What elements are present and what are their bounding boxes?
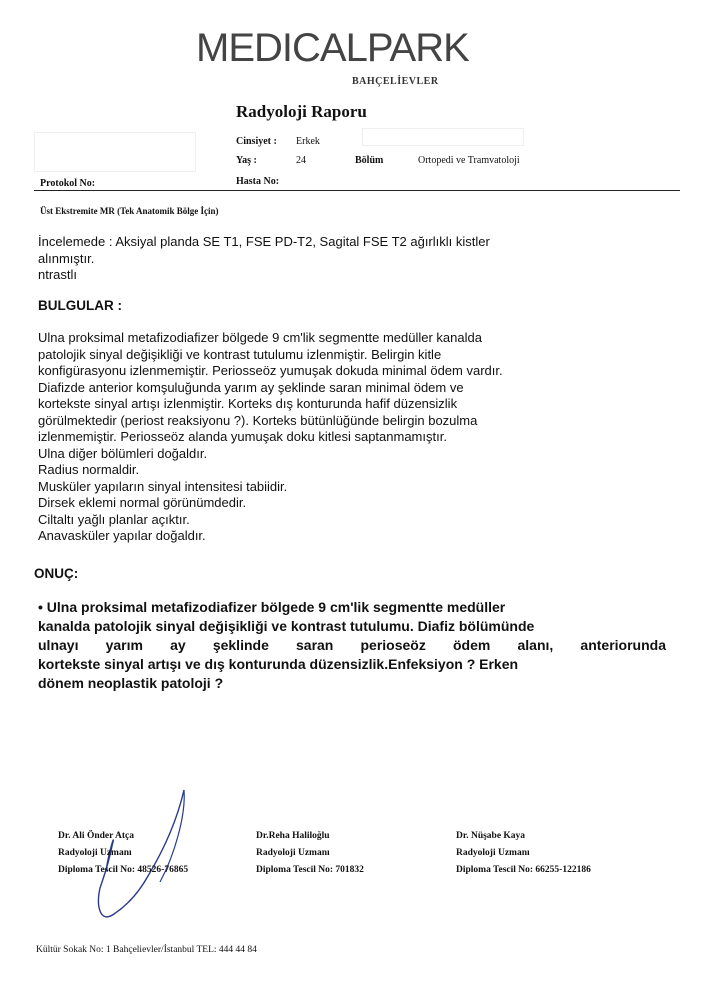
findings-line: Radius normaldir. bbox=[38, 462, 140, 477]
gender-label: Cinsiyet : bbox=[236, 136, 277, 147]
conclusion-text bbox=[38, 598, 666, 693]
findings-line: Musküler yapıların sinyal intensitesi tabiidir. bbox=[38, 478, 288, 494]
findings-line: konfigürasyonu izlenmemiştir. Periosseöz yumuşak dokuda minimal ödem vardır. bbox=[38, 363, 503, 378]
hospital-logo: MEDICALPARK bbox=[196, 26, 469, 70]
findings-line: patolojik sinyal değişikliği ve kontrast tutulumu izlenmiştir. Belirgin kitle bbox=[38, 346, 442, 362]
conclusion-line: dönem neoplastik patoloji ? bbox=[38, 675, 224, 691]
findings-line: Dirsek eklemi normal görünümdedir. bbox=[38, 495, 247, 510]
age-value: 24 bbox=[296, 155, 306, 166]
conclusion-heading: ONUÇ: bbox=[34, 566, 79, 581]
doctor-diploma: Diploma Tescil No: 701832 bbox=[256, 865, 364, 875]
gender-value: Erkek bbox=[296, 136, 320, 147]
age-label: Yaş : bbox=[236, 155, 257, 166]
doctor-3 bbox=[456, 828, 591, 879]
doctor-name: Dr. Ali Önder Atça bbox=[58, 831, 135, 841]
doctor-title: Radyoloji Uzmanı bbox=[456, 848, 530, 858]
findings-line: Ulna diğer bölümleri doğaldır. bbox=[38, 445, 208, 461]
doctor-title: Radyoloji Uzmanı bbox=[58, 848, 132, 858]
exam-title: Üst Ekstremite MR (Tek Anatomik Bölge İçin) bbox=[40, 206, 219, 216]
redacted-info bbox=[362, 128, 524, 146]
findings-line: Ciltaltı yağlı planlar açıktır. bbox=[38, 511, 190, 527]
conclusion-line: • Ulna proksimal metafizodiafizer bölgede 9 cm'lik segmentte medüller bbox=[38, 599, 506, 615]
department-label: Bölüm bbox=[355, 155, 384, 166]
hospital-branch: BAHÇELİEVLER bbox=[352, 76, 439, 87]
doctor-name: Dr. Nüşabe Kaya bbox=[456, 831, 526, 841]
technique-line: ntrastlı bbox=[38, 267, 78, 282]
conclusion-line: ulnayı yarım ay şeklinde saran perioseöz ödem alanı, anteriorunda bbox=[38, 637, 666, 653]
doctor-1 bbox=[58, 828, 188, 879]
patient-no-label: Hasta No: bbox=[236, 176, 280, 187]
findings-list bbox=[38, 330, 678, 545]
redacted-name bbox=[34, 132, 196, 172]
doctor-title: Radyoloji Uzmanı bbox=[256, 848, 330, 858]
technique-line: alınmıştır. bbox=[38, 250, 95, 266]
conclusion-line: kortekste sinyal artışı ve dış konturunda düzensizlik.Enfeksiyon ? Erken bbox=[38, 656, 519, 672]
protocol-label: Protokol No: bbox=[40, 178, 96, 189]
footer-address: Kültür Sokak No: 1 Bahçelievler/İstanbul TEL: 444 44 84 bbox=[36, 945, 257, 955]
findings-line: Ulna proksimal metafizodiafizer bölgede 9 cm'lik segmentte medüller kanalda bbox=[38, 330, 482, 345]
conclusion-line: kanalda patolojik sinyal değişikliği ve kontrast tutulumu. Diafiz bölümünde bbox=[38, 618, 535, 634]
findings-line: izlenmemiştir. Periosseöz alanda yumuşak doku kitlesi saptanmamıştır. bbox=[38, 429, 447, 444]
doctor-diploma: Diploma Tescil No: 66255-122186 bbox=[456, 865, 591, 875]
findings-line: kortekste sinyal artışı izlenmiştir. Korteks dış konturunda hafif düzensizlik bbox=[38, 396, 458, 411]
report-title: Radyoloji Raporu bbox=[236, 102, 367, 121]
findings-line: Diafizde anterior komşuluğunda yarım ay şeklinde saran minimal ödem ve bbox=[38, 379, 464, 395]
findings-line: Anavasküler yapılar doğaldır. bbox=[38, 528, 206, 543]
doctor-2 bbox=[256, 828, 364, 879]
header-divider bbox=[34, 190, 680, 191]
findings-heading: BULGULAR : bbox=[38, 298, 122, 313]
department-value: Ortopedi ve Tramvatoloji bbox=[418, 155, 520, 166]
doctor-diploma: Diploma Tescil No: 48526-76865 bbox=[58, 865, 189, 875]
findings-line: görülmektedir (periost reaksiyonu ?). Korteks bütünlüğünde belirgin bozulma bbox=[38, 412, 478, 428]
technique-line: İncelemede : Aksiyal planda SE T1, FSE PD-T2, Sagital FSE T2 ağırlıklı kistler bbox=[38, 234, 490, 249]
doctor-name: Dr.Reha Haliloğlu bbox=[256, 831, 330, 841]
technique-section bbox=[38, 234, 678, 284]
